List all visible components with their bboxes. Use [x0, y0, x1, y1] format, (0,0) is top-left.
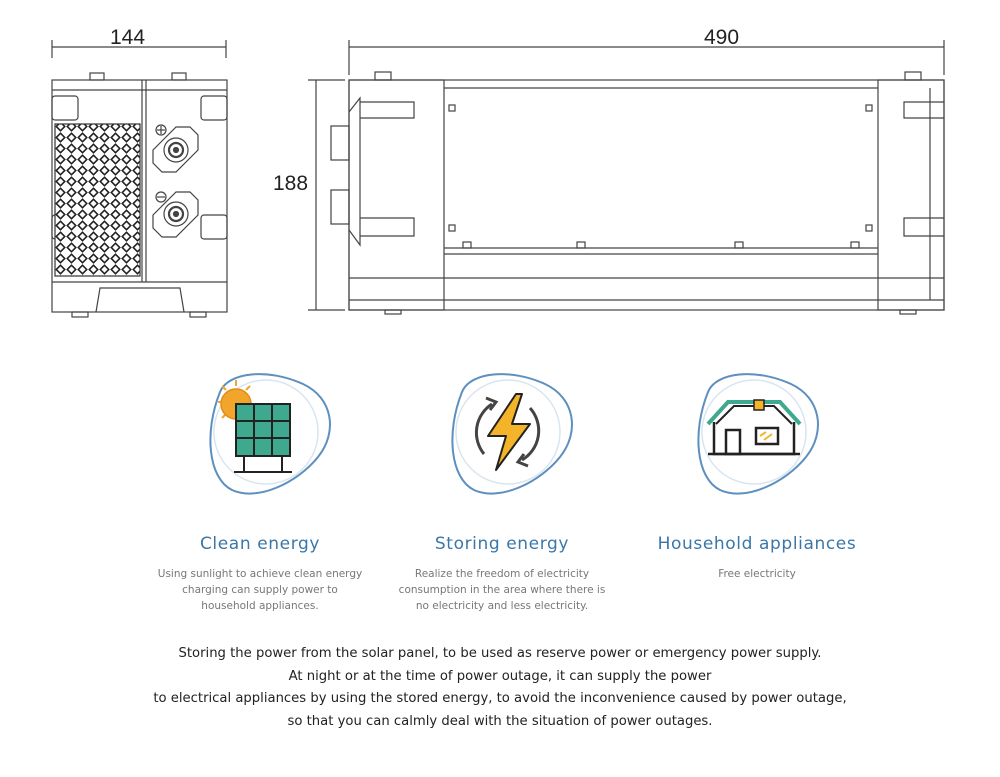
- house-icon: [686, 362, 826, 502]
- summary-line: Storing the power from the solar panel, to be used as reserve power or emergency power supply.: [178, 646, 822, 661]
- lightning-cycle-icon: [440, 362, 580, 502]
- negative-terminal: [153, 192, 198, 237]
- side-view: [52, 40, 227, 317]
- desc-line: household appliances.: [201, 600, 319, 612]
- feature-title-clean-energy: Clean energy: [199, 534, 321, 554]
- feature-title-household-appliances: Household appliances: [657, 534, 857, 554]
- summary-paragraph: [100, 643, 900, 733]
- length-dimension-label: 490: [704, 26, 740, 49]
- desc-line: Realize the freedom of electricity: [414, 568, 590, 580]
- desc-line: Using sunlight to achieve clean energy: [157, 568, 363, 580]
- width-dimension-label: 144: [110, 26, 146, 49]
- desc-line: charging can supply power to: [182, 584, 338, 596]
- front-body: [349, 80, 944, 310]
- feature-title-storing-energy: Storing energy: [434, 534, 570, 554]
- desc-line: consumption in the area where there is: [398, 584, 606, 596]
- summary-line: At night or at the time of power outage, it can supply the power: [288, 668, 712, 684]
- desc-line: Free electricity: [718, 568, 796, 580]
- feature-desc-household-appliances: [647, 566, 867, 582]
- solar-panel-icon: [198, 362, 338, 502]
- feature-desc-storing-energy: [392, 566, 612, 614]
- battery-technical-drawing: [0, 0, 1000, 330]
- front-view: [308, 40, 944, 314]
- positive-terminal: [153, 125, 198, 172]
- summary-line: so that you can calmly deal with the situation of power outages.: [287, 713, 713, 729]
- summary-line: to electrical appliances by using the stored energy, to avoid the inconvenience caused by power outage,: [153, 691, 847, 706]
- height-dimension-label: 188: [273, 172, 309, 195]
- feature-desc-clean-energy: [150, 566, 370, 614]
- desc-line: no electricity and less electricity.: [415, 600, 589, 612]
